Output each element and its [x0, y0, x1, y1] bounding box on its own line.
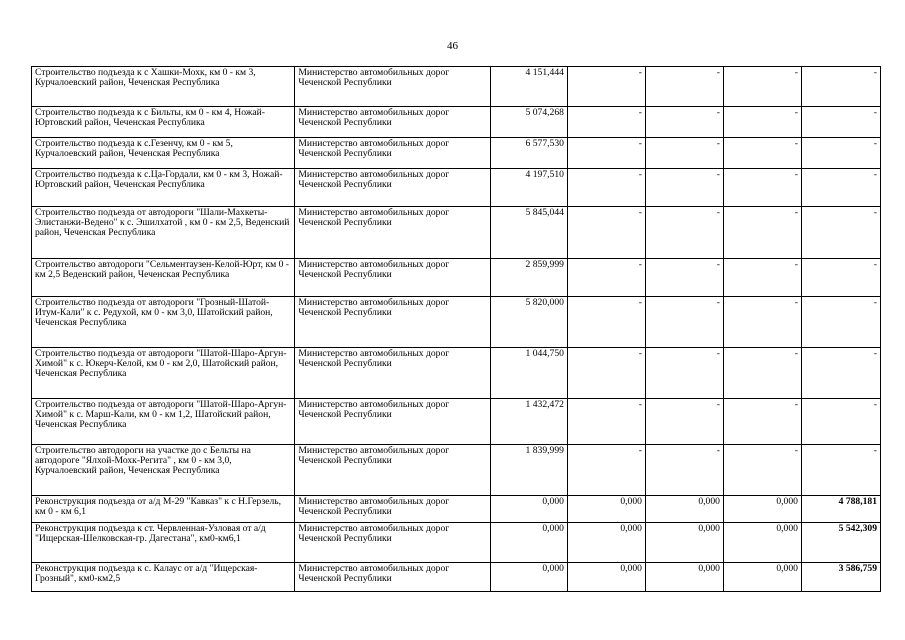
organization-cell: Министерство автомобильных дорог Чеченской Республики — [295, 563, 491, 592]
amount-cell-1: - — [567, 399, 645, 445]
amount-cell-3: 0,000 — [723, 563, 801, 592]
total-amount-cell: 5 820,000 — [490, 297, 567, 348]
total-amount-cell: 0,000 — [490, 523, 567, 563]
amount-cell-2: - — [645, 67, 723, 107]
amount-cell-4: - — [801, 399, 880, 445]
amount-cell-2: - — [645, 259, 723, 297]
amount-cell-3: - — [723, 67, 801, 107]
amount-cell-1: 0,000 — [567, 523, 645, 563]
organization-cell: Министерство автомобильных дорог Чеченской Республики — [295, 207, 491, 259]
project-name-cell: Реконструкция подъезда к ст. Червленная-Узловая от а/д "Ищерская-Шелковская-гр. Дагестана", км0-км6,1 — [32, 523, 295, 563]
project-name-cell: Строительство подъезда к с Хашки-Мохк, км 0 - км 3, Курчалоевский район, Чеченская Республика — [32, 67, 295, 107]
table-row — [32, 169, 881, 207]
project-name-cell: Строительство подъезда к с Бильты, км 0 - км 4, Ножай-Юртовский район, Чеченская Республика — [32, 107, 295, 138]
table-row — [32, 496, 881, 523]
total-amount-cell: 1 044,750 — [490, 348, 567, 399]
amount-cell-2: - — [645, 207, 723, 259]
organization-cell: Министерство автомобильных дорог Чеченской Республики — [295, 399, 491, 445]
amount-cell-3: - — [723, 138, 801, 169]
amount-cell-2: 0,000 — [645, 496, 723, 523]
amount-cell-4: 4 788,181 — [801, 496, 880, 523]
amount-cell-1: 0,000 — [567, 563, 645, 592]
amount-cell-4: - — [801, 107, 880, 138]
budget-table — [31, 66, 881, 592]
budget-table-body — [32, 67, 881, 592]
amount-cell-2: 0,000 — [645, 523, 723, 563]
amount-cell-1: - — [567, 169, 645, 207]
amount-cell-4: - — [801, 138, 880, 169]
amount-cell-4: - — [801, 297, 880, 348]
page-number: 46 — [447, 40, 458, 52]
organization-cell: Министерство автомобильных дорог Чеченской Республики — [295, 67, 491, 107]
amount-cell-2: - — [645, 169, 723, 207]
total-amount-cell: 5 845,044 — [490, 207, 567, 259]
amount-cell-2: 0,000 — [645, 563, 723, 592]
project-name-cell: Строительство подъезда от автодороги "Шали-Махкеты-Элистанжи-Ведено" к с. Эшилхатой , км 0 - км 2,5, Веденский район, Чеченская Республика — [32, 207, 295, 259]
project-name-cell: Строительство подъезда от автодороги "Шатой-Шаро-Аргун-Химой" к с. Юкерч-Келой, км 0 - км 2,0, Шатойский район, Чеченская Республика — [32, 348, 295, 399]
total-amount-cell: 0,000 — [490, 496, 567, 523]
amount-cell-1: 0,000 — [567, 496, 645, 523]
amount-cell-3: - — [723, 445, 801, 496]
organization-cell: Министерство автомобильных дорог Чеченской Республики — [295, 297, 491, 348]
table-row — [32, 523, 881, 563]
amount-cell-1: - — [567, 445, 645, 496]
table-row — [32, 107, 881, 138]
amount-cell-3: 0,000 — [723, 523, 801, 563]
project-name-cell: Строительство подъезда к с.Ца-Гордали, км 0 - км 3, Ножай-Юртовский район, Чеченская Республика — [32, 169, 295, 207]
amount-cell-3: - — [723, 207, 801, 259]
amount-cell-1: - — [567, 138, 645, 169]
amount-cell-3: - — [723, 297, 801, 348]
table-row — [32, 297, 881, 348]
amount-cell-4: - — [801, 259, 880, 297]
amount-cell-3: 0,000 — [723, 496, 801, 523]
amount-cell-4: - — [801, 445, 880, 496]
amount-cell-2: - — [645, 399, 723, 445]
amount-cell-1: - — [567, 67, 645, 107]
table-row — [32, 138, 881, 169]
table-row — [32, 563, 881, 592]
organization-cell: Министерство автомобильных дорог Чеченской Республики — [295, 523, 491, 563]
total-amount-cell: 4 197,510 — [490, 169, 567, 207]
table-row — [32, 445, 881, 496]
project-name-cell: Реконструкция подъезда от а/д М-29 "Кавказ" к с Н.Герзель, км 0 - км 6,1 — [32, 496, 295, 523]
organization-cell: Министерство автомобильных дорог Чеченской Республики — [295, 138, 491, 169]
project-name-cell: Реконструкция подъезда к с. Калаус от а/д "Ищерская-Грозный", км0-км2,5 — [32, 563, 295, 592]
organization-cell: Министерство автомобильных дорог Чеченской Республики — [295, 169, 491, 207]
table-row — [32, 348, 881, 399]
total-amount-cell: 2 859,999 — [490, 259, 567, 297]
total-amount-cell: 0,000 — [490, 563, 567, 592]
amount-cell-1: - — [567, 107, 645, 138]
amount-cell-2: - — [645, 297, 723, 348]
amount-cell-2: - — [645, 107, 723, 138]
amount-cell-3: - — [723, 107, 801, 138]
amount-cell-4: - — [801, 348, 880, 399]
amount-cell-3: - — [723, 259, 801, 297]
amount-cell-1: - — [567, 297, 645, 348]
amount-cell-1: - — [567, 207, 645, 259]
table-row — [32, 207, 881, 259]
total-amount-cell: 5 074,268 — [490, 107, 567, 138]
organization-cell: Министерство автомобильных дорог Чеченской Республики — [295, 348, 491, 399]
total-amount-cell: 1 432,472 — [490, 399, 567, 445]
organization-cell: Министерство автомобильных дорог Чеченской Республики — [295, 259, 491, 297]
amount-cell-3: - — [723, 399, 801, 445]
total-amount-cell: 4 151,444 — [490, 67, 567, 107]
project-name-cell: Строительство подъезда к с.Гезенчу, км 0 - км 5, Курчалоевский район, Чеченская Республика — [32, 138, 295, 169]
amount-cell-3: - — [723, 169, 801, 207]
amount-cell-4: - — [801, 67, 880, 107]
project-name-cell: Строительство автодороги "Сельментаузен-Келой-Юрт, км 0 - км 2,5 Веденский район, Чеченская Республика — [32, 259, 295, 297]
table-row — [32, 259, 881, 297]
table-row — [32, 399, 881, 445]
amount-cell-1: - — [567, 348, 645, 399]
amount-cell-4: - — [801, 207, 880, 259]
project-name-cell: Строительство подъезда от автодороги "Грозный-Шатой-Итум-Кали" к с. Редухой, км 0 - км 3,0, Шатойский район, Чеченская Республика — [32, 297, 295, 348]
total-amount-cell: 6 577,530 — [490, 138, 567, 169]
amount-cell-2: - — [645, 138, 723, 169]
amount-cell-3: - — [723, 348, 801, 399]
total-amount-cell: 1 839,999 — [490, 445, 567, 496]
amount-cell-2: - — [645, 348, 723, 399]
amount-cell-1: - — [567, 259, 645, 297]
amount-cell-2: - — [645, 445, 723, 496]
amount-cell-4: 5 542,309 — [801, 523, 880, 563]
table-row — [32, 67, 881, 107]
amount-cell-4: 3 586,759 — [801, 563, 880, 592]
organization-cell: Министерство автомобильных дорог Чеченской Республики — [295, 496, 491, 523]
project-name-cell: Строительство подъезда от автодороги "Шатой-Шаро-Аргун-Химой" к с. Марш-Кали, км 0 - км 1,2, Шатойский район, Чеченская Республика — [32, 399, 295, 445]
project-name-cell: Строительство автодороги на участке до с Бельты на автодороге "Ялхой-Мохк-Регита" , км 0 - км 3,0, Курчалоевский район, Чеченская Республика — [32, 445, 295, 496]
organization-cell: Министерство автомобильных дорог Чеченской Республики — [295, 107, 491, 138]
amount-cell-4: - — [801, 169, 880, 207]
organization-cell: Министерство автомобильных дорог Чеченской Республики — [295, 445, 491, 496]
